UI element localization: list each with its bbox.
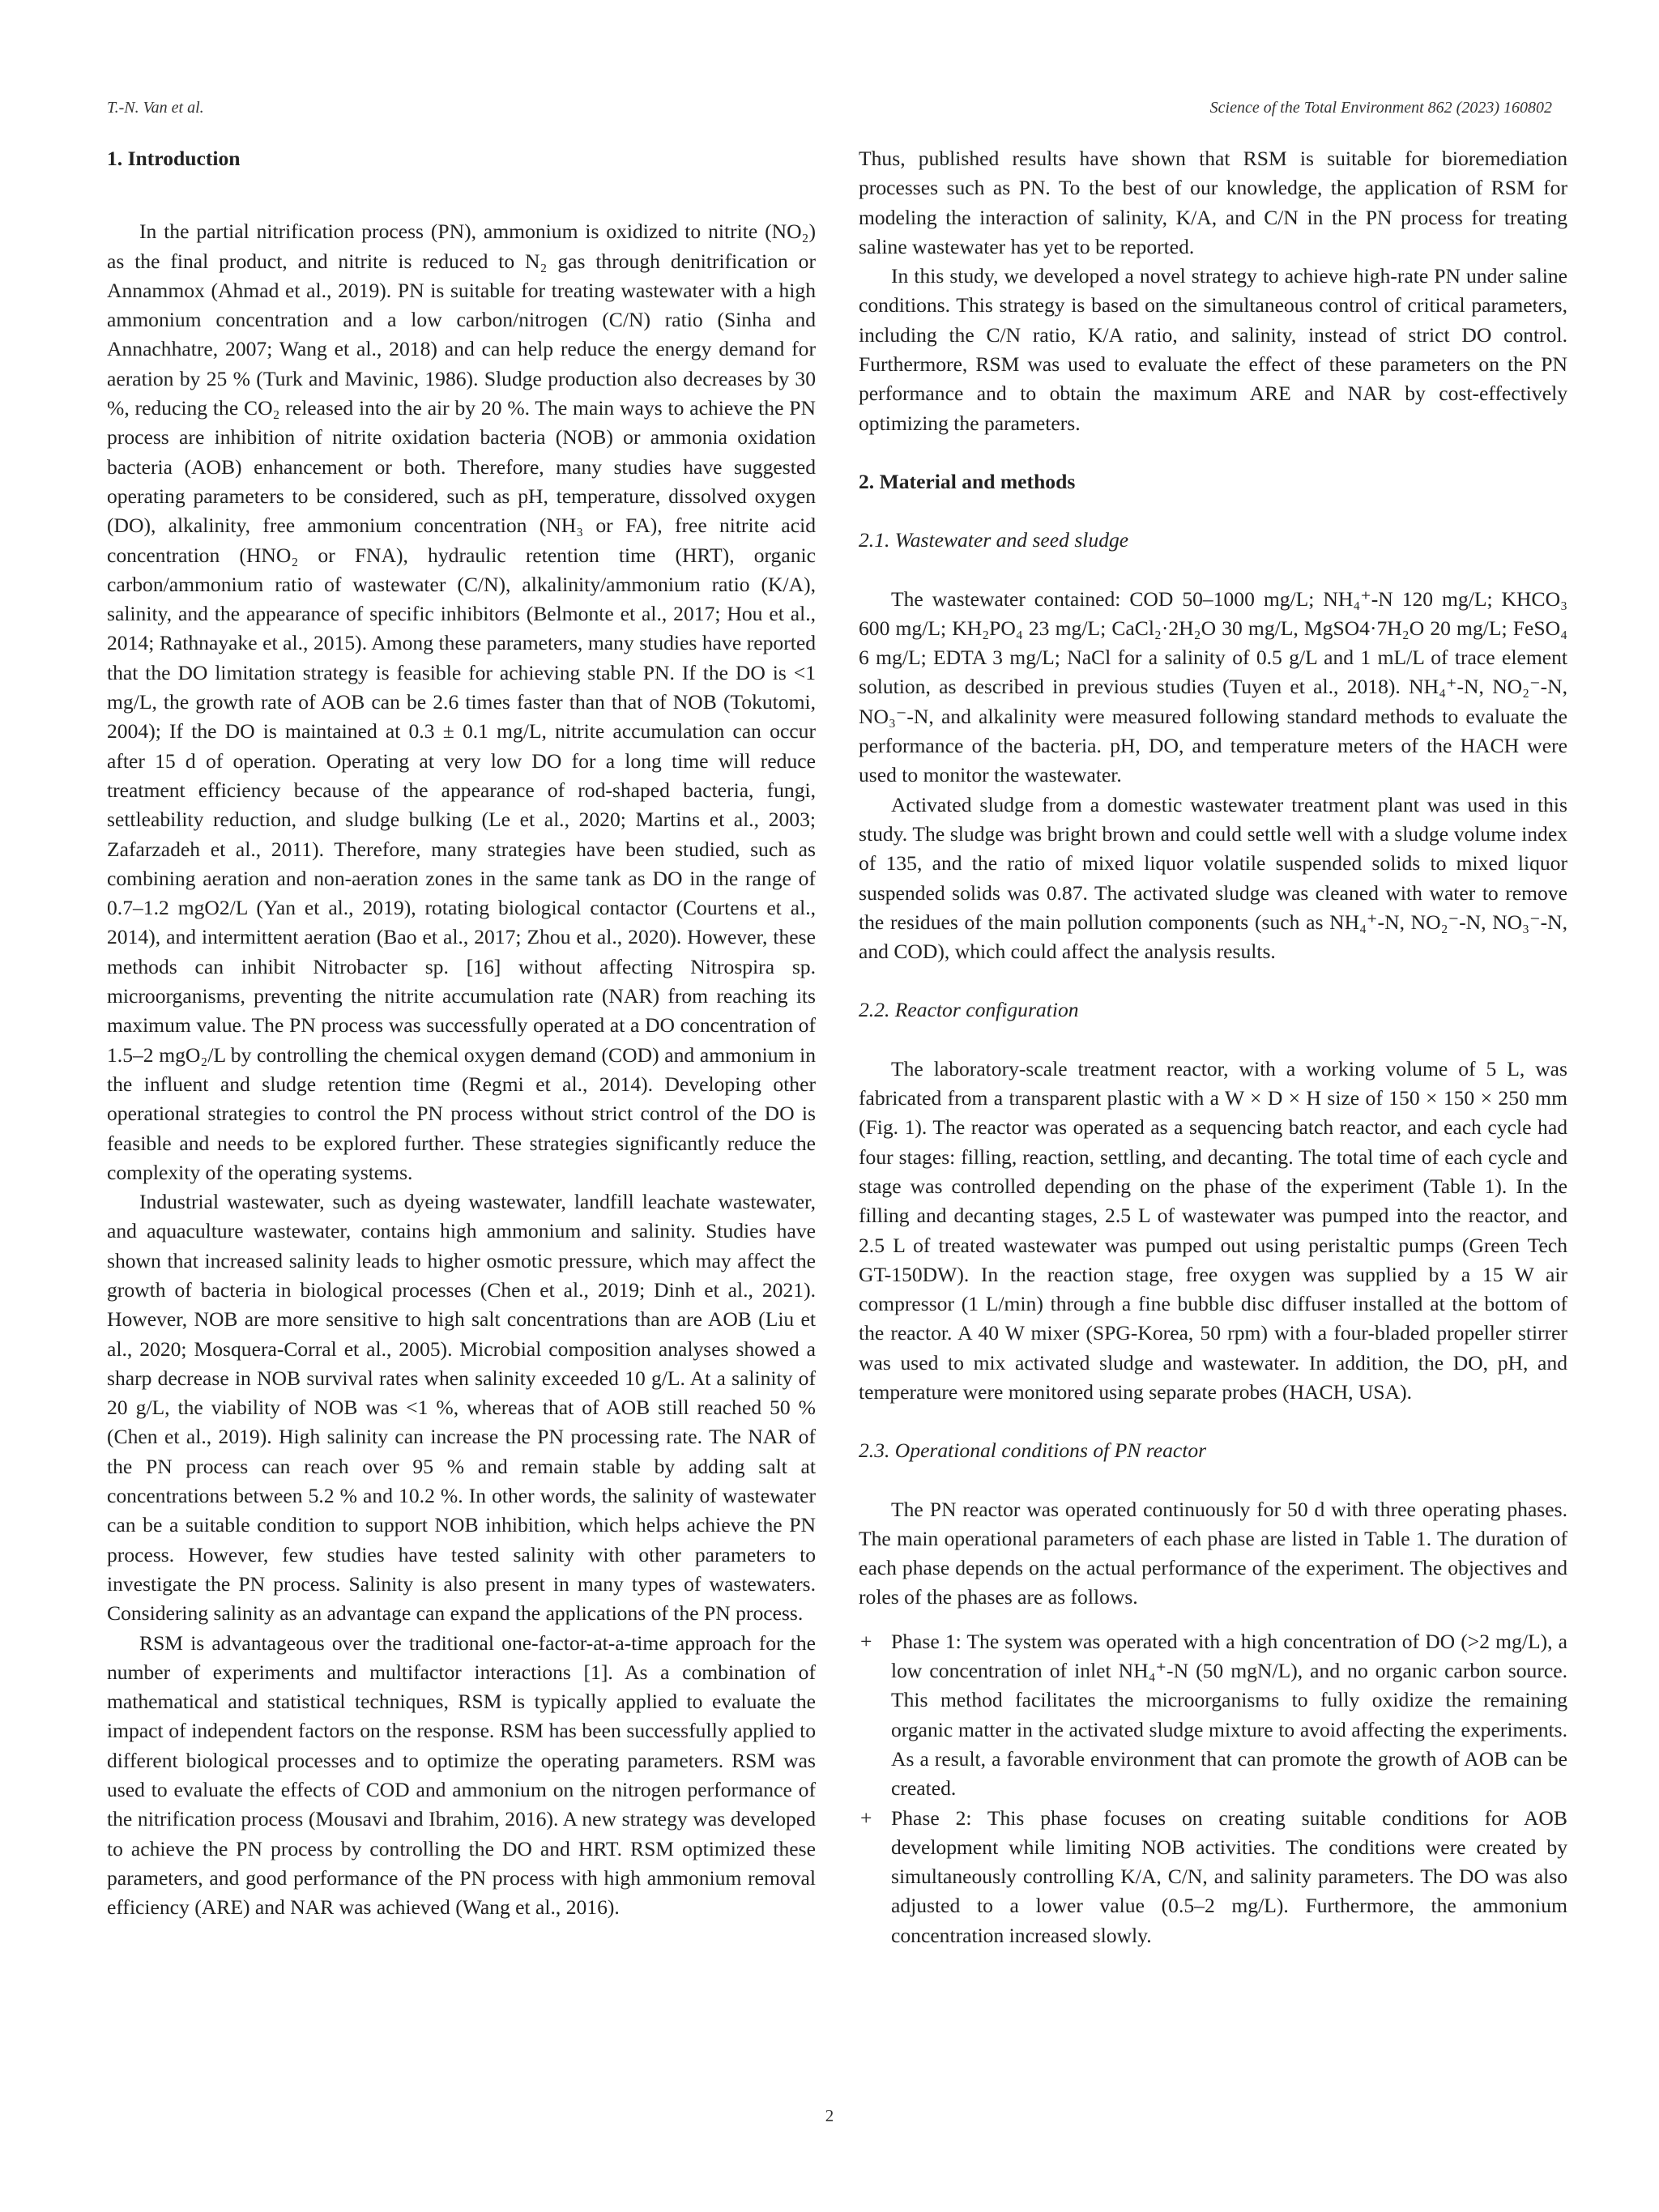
subsection-heading: 2.1. Wastewater and seed sludge bbox=[859, 528, 1129, 552]
bullet-mark: + bbox=[860, 1629, 872, 1653]
paragraph: Industrial wastewater, such as dyeing wastewater, landfill leachate wastewater, and aquaculture wastewater, contains high ammonium and salinity. Studies have shown that increased salinity leads to higher osmotic pressure, which may affect the growth of bacteria in biological processes (Chen et al., 2019; Dinh et al., 2021). However, NOB are more sensitive to high salt concentrations than are AOB (Liu et al., 2020; Mosquera-Corral et al., 2005). Microbial composition analyses showed a sharp decrease in NOB survival rates when salinity exceeded 10 g/L. At a salinity of 20 g/L, the viability of NOB was <1 %, whereas that of AOB still reached 50 % (Chen et al., 2019). High salinity can increase the PN processing rate. The NAR of the PN process can reach over 95 % and remain stable by adding salt at concentrations between 5.2 % and 10.2 %. In other words, the salinity of wastewater can be a suitable condition to support NOB inhibition, which helps achieve the PN process. However, few studies have tested salinity with other parameters to investigate the PN process. Salinity is also present in many types of wastewaters. Considering salinity as an advantage can expand the applications of the PN process. bbox=[107, 1190, 816, 1626]
subsection-heading: 2.3. Operational conditions of PN reactor bbox=[859, 1438, 1207, 1463]
section-heading-introduction: 1. Introduction bbox=[107, 147, 241, 170]
paragraph: RSM is advantageous over the traditional one-factor-at-a-time approach for the number of experiments and multifactor interactions [1]. As a combination of mathematical and statistical techniques, RSM is typically applied to evaluate the impact of independent factors on the response. RSM has been successfully applied to different biological processes and to optimize the operating parameters. RSM was used to evaluate the effects of COD and ammonium on the nitrogen performance of the nitrification process (Mousavi and Ibrahim, 2016). A new strategy was developed to achieve the PN process by controlling the DO and HRT. RSM optimized these parameters, and good performance of the PN process with high ammonium removal efficiency (ARE) and NAR was achieved (Wang et al., 2016). bbox=[107, 1630, 816, 1920]
paragraph: Thus, published results have shown that RSM is suitable for bioremediation processes such as PN. To the best of our knowledge, the application of RSM for modeling the interaction of salinity, K/A, and C/N in the PN process for treating saline wastewater has yet to be reported. bbox=[859, 147, 1567, 258]
running-header bbox=[107, 99, 1552, 123]
left-column bbox=[107, 144, 816, 1923]
list-item-text: Phase 2: This phase focuses on creating suitable conditions for AOB development while limiting NOB activities. The conditions were created by simultaneously controlling K/A, C/N, and salinity parameters. The DO was also adjusted to a lower value (0.5–2 mg/L). Furthermore, the ammonium concentration increased slowly. bbox=[891, 1805, 1567, 1947]
header-journal: Science of the Total Environment 862 (2023) 160802 bbox=[1209, 99, 1552, 117]
list-item-text: Phase 1: The system was operated with a high concentration of DO (>2 mg/L), a low concentration of inlet NH₄⁺-N (50 mgN/L), and no organic carbon source. This method facilitates the microorganisms to fully oxidize the remaining organic matter in the activated sludge mixture to avoid affecting the experiments. As a result, a favorable environment that can promote the growth of AOB can be created. bbox=[891, 1629, 1567, 1801]
paragraph: In the partial nitrification process (PN), ammonium is oxidized to nitrite (NO₂) as the final product, and nitrite is reduced to N₂ gas through denitrification or Annammox (Ahmad et al., 2019). PN is suitable for treating wastewater with a high ammonium concentration and a low carbon/nitrogen (C/N) ratio (Sinha and Annachhatre, 2007; Wang et al., 2018) and can help reduce the energy demand for aeration by 25 % (Turk and Mavinic, 1986). Sludge production also decreases by 30 %, reducing the CO₂ released into the air by 20 %. The main ways to achieve the PN process are inhibition of nitrite oxidation bacteria (NOB) or ammonia oxidation bacteria (AOB) enhancement or both. Therefore, many studies have suggested operating parameters to be considered, such as pH, temperature, dissolved oxygen (DO), alkalinity, free ammonium concentration (NH₃ or FA), free nitrite acid concentration (HNO₂ or FNA), hydraulic retention time (HRT), organic carbon/ammonium ratio of wastewater (C/N), alkalinity/ammonium ratio (K/A), salinity, and the appearance of specific inhibitors (Belmonte et al., 2017; Hou et al., 2014; Rathnayake et al., 2015). Among these parameters, many studies have reported that the DO limitation strategy is feasible for achieving stable PN. If the DO is <1 mg/L, the growth rate of AOB can be 2.6 times faster than that of NOB (Tokutomi, 2004); If the DO is maintained at 0.3 ± 0.1 mg/L, nitrite accumulation can occur after 15 d of operation. Operating at very low DO for a long time will reduce treatment efficiency because of the appearance of rod-shaped bacteria, fungi, settleability reduction, and sludge bulking (Le et al., 2020; Martins et al., 2003; Zafarzadeh et al., 2011). Therefore, many strategies have been studied, such as combining aeration and non-aeration zones in the same tank as DO in the range of 0.7–1.2 mgO2/L (Yan et al., 2019), rotating biological contactor (Courtens et al., 2014), and intermittent aeration (Bao et al., 2017; Zhou et al., 2020). However, these methods can inhibit Nitrobacter sp. [16] without affecting Nitrospira sp. microorganisms, preventing the nitrite accumulation rate (NAR) from reaching its maximum value. The PN process was successfully operated at a DO concentration of 1.5–2 mgO₂/L by controlling the chemical oxygen demand (COD) and ammonium in the influent and sludge retention time (Regmi et al., 2014). Developing other operational strategies to control the PN process without strict control of the DO is feasible and needs to be explored further. These strategies significantly reduce the complexity of the operating systems. bbox=[107, 219, 816, 1184]
list-item bbox=[859, 1804, 1567, 1950]
header-authors: T.-N. Van et al. bbox=[107, 99, 204, 117]
subsection-heading: 2.2. Reactor configuration bbox=[859, 998, 1079, 1022]
page-number: 2 bbox=[825, 2106, 834, 2125]
bullet-mark: + bbox=[860, 1805, 872, 1830]
phase-list bbox=[859, 1627, 1567, 1950]
section-heading-methods: 2. Material and methods bbox=[859, 469, 1076, 493]
paragraph: The laboratory-scale treatment reactor, with a working volume of 5 L, was fabricated from a transparent plastic with a W × D × H size of 150 × 150 × 250 mm (Fig. 1). The reactor was operated as a sequencing batch reactor, and each cycle had four stages: filling, reaction, settling, and decanting. The total time of each cycle and stage was controlled depending on the phase of the experiment (Table 1). In the filling and decanting stages, 2.5 L of wastewater was pumped into the reactor, and 2.5 L of treated wastewater was pumped out using peristaltic pumps (Green Tech GT-150DW). In the reaction stage, free oxygen was supplied by a 15 W air compressor (1 L/min) through a fine bubble disc diffuser installed at the bottom of the reactor. A 40 W mixer (SPG-Korea, 50 rpm) with a four-bladed propeller stirrer was used to mix activated sludge and wastewater. In addition, the DO, pH, and temperature were monitored using separate probes (HACH, USA). bbox=[859, 1056, 1567, 1404]
paragraph: Activated sludge from a domestic wastewater treatment plant was used in this study. The sludge was bright brown and could settle well with a sludge volume index of 135, and the ratio of mixed liquor volatile suspended solids to mixed liquor suspended solids was 0.87. The activated sludge was cleaned with water to remove the residues of the main pollution components (such as NH₄⁺-N, NO₂⁻-N, NO₃⁻-N, and COD), which could affect the analysis results. bbox=[859, 792, 1567, 964]
list-item bbox=[859, 1627, 1567, 1804]
paragraph: The PN reactor was operated continuously for 50 d with three operating phases. The main operational parameters of each phase are listed in Table 1. The duration of each phase depends on the actual performance of the experiment. The objectives and roles of the phases are as follows. bbox=[859, 1497, 1567, 1609]
right-column bbox=[859, 144, 1567, 1950]
paragraph: In this study, we developed a novel strategy to achieve high-rate PN under saline conditions. This strategy is based on the simultaneous control of critical parameters, including the C/N ratio, K/A ratio, and salinity, instead of strict DO control. Furthermore, RSM was used to evaluate the effect of these parameters on the PN performance and to obtain the maximum ARE and NAR by cost-effectively optimizing the parameters. bbox=[859, 264, 1567, 435]
paragraph: The wastewater contained: COD 50–1000 mg/L; NH₄⁺-N 120 mg/L; KHCO₃ 600 mg/L; KH₂PO₄ 23 mg/L; CaCl₂·2H₂O 30 mg/L, MgSO4·7H₂O 20 mg/L; FeSO₄ 6 mg/L; EDTA 3 mg/L; NaCl for a salinity of 0.5 g/L and 1 mL/L of trace element solution, as described in previous studies (Tuyen et al., 2018). NH₄⁺-N, NO₂⁻-N, NO₃⁻-N, and alkalinity were measured following standard methods to evaluate the performance of the bacteria. pH, DO, and temperature meters of the HACH were used to monitor the wastewater. bbox=[859, 586, 1567, 787]
